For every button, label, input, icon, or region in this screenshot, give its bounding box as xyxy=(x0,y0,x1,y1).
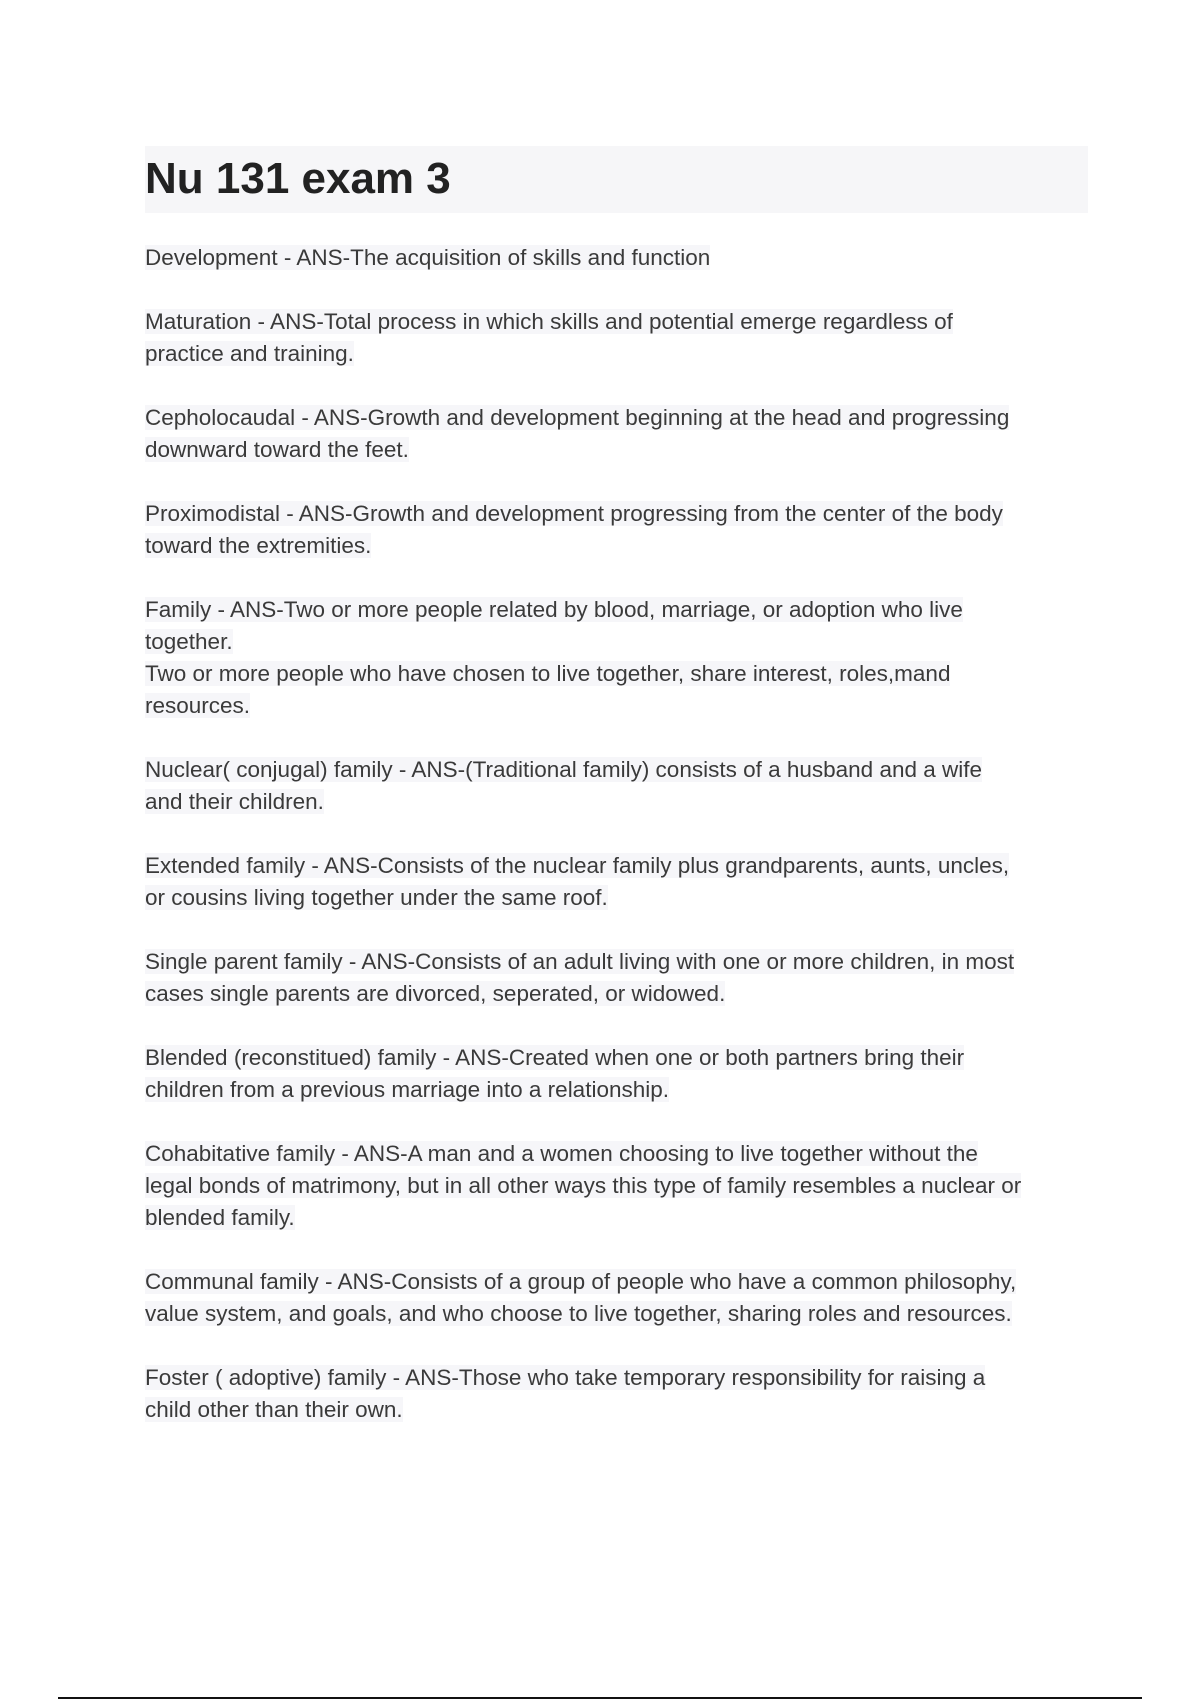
definition-line xyxy=(145,338,1090,370)
definition-text: Extended family - ANS-Consists of the nuclear family plus grandparents, aunts, uncles, xyxy=(145,853,1010,878)
definition-entry xyxy=(145,402,1090,466)
definition-line xyxy=(145,498,1090,530)
definition-text: downward toward the feet. xyxy=(145,437,409,462)
definition-line xyxy=(145,1170,1090,1202)
definition-text: value system, and goals, and who choose to live together, sharing roles and resources. xyxy=(145,1301,1012,1326)
definition-line xyxy=(145,626,1090,658)
definition-list xyxy=(145,242,1090,1458)
definition-text: Blended (reconstitued) family - ANS-Created when one or both partners bring their xyxy=(145,1045,965,1070)
definition-line xyxy=(145,1298,1090,1330)
definition-text: children from a previous marriage into a relationship. xyxy=(145,1077,670,1102)
definition-text: Two or more people who have chosen to live together, share interest, roles,mand xyxy=(145,661,951,686)
definition-entry xyxy=(145,754,1090,818)
definition-line xyxy=(145,1042,1090,1074)
definition-line xyxy=(145,434,1090,466)
definition-entry xyxy=(145,946,1090,1010)
definition-line xyxy=(145,978,1090,1010)
definition-text: Foster ( adoptive) family - ANS-Those who take temporary responsibility for raising a xyxy=(145,1365,986,1390)
definition-entry xyxy=(145,242,1090,274)
definition-line xyxy=(145,1202,1090,1234)
definition-text: Cohabitative family - ANS-A man and a women choosing to live together without the xyxy=(145,1141,978,1166)
definition-text: practice and training. xyxy=(145,341,354,366)
definition-text: together. xyxy=(145,629,233,654)
definition-entry xyxy=(145,498,1090,562)
definition-entry xyxy=(145,1362,1090,1426)
definition-line xyxy=(145,1362,1090,1394)
definition-line xyxy=(145,850,1090,882)
definition-text: and their children. xyxy=(145,789,324,814)
definition-entry xyxy=(145,1042,1090,1106)
definition-text: Nuclear( conjugal) family - ANS-(Traditional family) consists of a husband and a wife xyxy=(145,757,983,782)
definition-entry xyxy=(145,594,1090,722)
page-title: Nu 131 exam 3 xyxy=(145,154,451,203)
definition-line xyxy=(145,946,1090,978)
definition-line xyxy=(145,530,1090,562)
definition-text: or cousins living together under the same roof. xyxy=(145,885,608,910)
definition-text: Proximodistal - ANS-Growth and development progressing from the center of the body xyxy=(145,501,1003,526)
definition-text: child other than their own. xyxy=(145,1397,403,1422)
footer-divider xyxy=(58,1697,1142,1699)
definition-line xyxy=(145,786,1090,818)
definition-line xyxy=(145,882,1090,914)
definition-line xyxy=(145,658,1090,690)
definition-text: Development - ANS-The acquisition of skills and function xyxy=(145,245,711,270)
definition-text: resources. xyxy=(145,693,251,718)
definition-line xyxy=(145,242,1090,274)
definition-text: Single parent family - ANS-Consists of an adult living with one or more children, in most xyxy=(145,949,1015,974)
definition-entry xyxy=(145,306,1090,370)
definition-text: Communal family - ANS-Consists of a group of people who have a common philosophy, xyxy=(145,1269,1017,1294)
definition-line xyxy=(145,402,1090,434)
definition-text: Cepholocaudal - ANS-Growth and development beginning at the head and progressing xyxy=(145,405,1010,430)
definition-entry xyxy=(145,850,1090,914)
definition-line xyxy=(145,594,1090,626)
definition-line xyxy=(145,754,1090,786)
definition-text: toward the extremities. xyxy=(145,533,372,558)
definition-entry xyxy=(145,1138,1090,1234)
definition-line xyxy=(145,690,1090,722)
definition-line xyxy=(145,1138,1090,1170)
definition-text: cases single parents are divorced, seperated, or widowed. xyxy=(145,981,726,1006)
definition-line xyxy=(145,306,1090,338)
definition-text: blended family. xyxy=(145,1205,295,1230)
definition-line xyxy=(145,1074,1090,1106)
definition-line xyxy=(145,1266,1090,1298)
definition-line xyxy=(145,1394,1090,1426)
definition-entry xyxy=(145,1266,1090,1330)
title-block xyxy=(145,146,1088,213)
definition-text: legal bonds of matrimony, but in all other ways this type of family resembles a nuclear or xyxy=(145,1173,1022,1198)
definition-text: Family - ANS-Two or more people related by blood, marriage, or adoption who live xyxy=(145,597,963,622)
definition-text: Maturation - ANS-Total process in which skills and potential emerge regardless of xyxy=(145,309,953,334)
